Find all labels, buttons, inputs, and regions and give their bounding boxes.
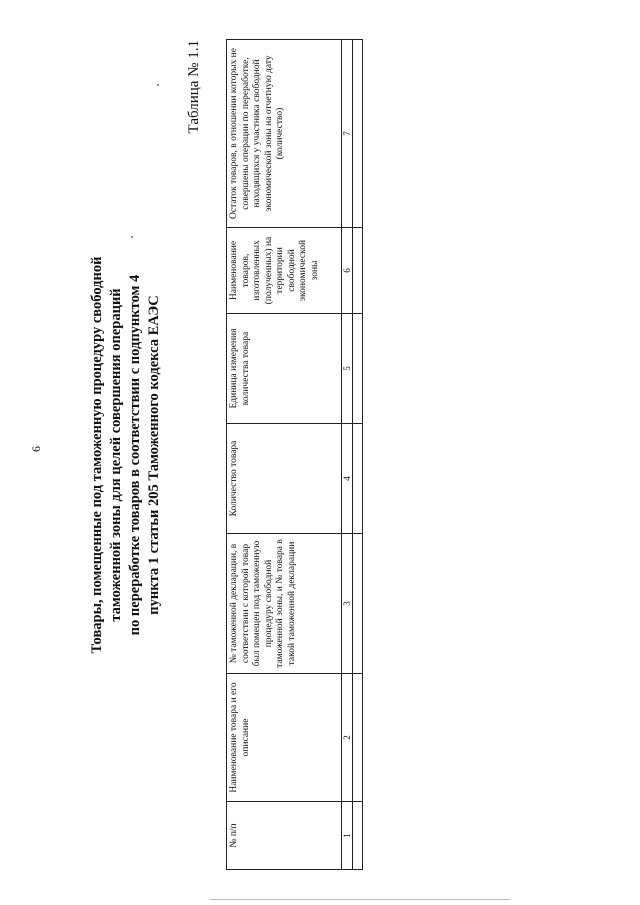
goods-table (226, 39, 363, 870)
column-number-row (342, 40, 353, 870)
empty-cell (353, 424, 363, 534)
title-line: Товары, помещенные под таможенную процедуру свободной (89, 256, 105, 654)
scan-speck (157, 84, 159, 86)
document-title (88, 195, 164, 715)
empty-cell (353, 314, 363, 424)
title-line: таможенной зоны для целей совершения операций (108, 288, 124, 622)
header-cell-goods-name: Наименование товара и его описание (227, 674, 342, 802)
header-cell-produced-goods: Наименование товаров, изготовленных (полученных) на территории свободной экономической зоны (227, 228, 342, 314)
header-cell-quantity: Количество товара (227, 424, 342, 534)
rotated-content (88, 30, 368, 870)
empty-cell (353, 40, 363, 228)
column-number: 6 (342, 228, 353, 314)
scan-edge-line (210, 899, 510, 900)
column-number: 1 (342, 802, 353, 870)
column-number: 4 (342, 424, 353, 534)
table-label: Таблица № 1.1 (186, 40, 202, 134)
table-header-row (227, 40, 342, 870)
header-cell-declaration: № таможенной декларации, в соответствии с которой товар был помещен под таможенную процедуру свободной таможенной зоны, и № товара в такой таможенной декларации (227, 534, 342, 674)
column-number: 2 (342, 674, 353, 802)
scan-speck (131, 236, 133, 238)
empty-data-row (353, 40, 363, 870)
column-number: 3 (342, 534, 353, 674)
column-number: 7 (342, 40, 353, 228)
empty-cell (353, 534, 363, 674)
empty-cell (353, 674, 363, 802)
empty-cell (353, 802, 363, 870)
empty-cell (353, 228, 363, 314)
title-line: пункта 1 статьи 205 Таможенного кодекса ЕАЭС (146, 295, 162, 615)
page-number: 6 (29, 446, 43, 452)
header-cell-remainder: Остаток товаров, в отношении которых не совершены операции по переработке, находящихся у участника свободной экономической зоны на отчетную дату (количество) (227, 40, 342, 228)
title-line: по переработке товаров в соответствии с подпунктом 4 (127, 274, 143, 636)
column-number: 5 (342, 314, 353, 424)
header-cell-unit: Единица измерения количества товара (227, 314, 342, 424)
header-cell-number: № п/п (227, 802, 342, 870)
